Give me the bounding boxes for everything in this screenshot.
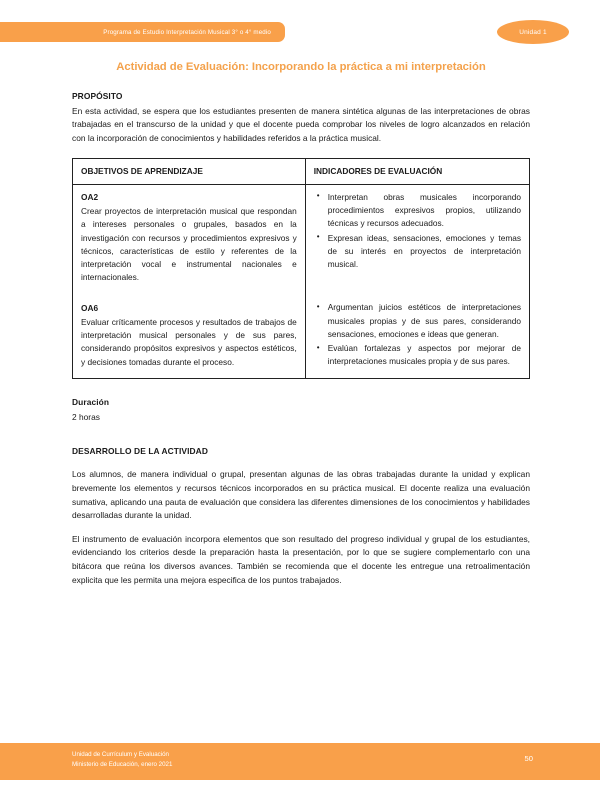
- table-header-row: [73, 158, 530, 184]
- header-program-label: Programa de Estudio Interpretación Musical 3° o 4° medio: [103, 28, 271, 36]
- indicators-cell: [305, 184, 529, 378]
- indicator-list: [314, 191, 521, 272]
- indicator-group-oa6: [314, 301, 521, 368]
- objective-oa6: [81, 302, 297, 369]
- footer-organization: [72, 750, 172, 769]
- unit-badge-label: Unidad 1: [519, 28, 547, 36]
- objective-code: OA2: [81, 191, 99, 202]
- list-item: • Interpretan obras musicales incorporando procedimientos expresivos propios, utilizando técnicas y recursos adecuados.: [328, 191, 521, 231]
- objectives-cell: [73, 184, 306, 378]
- duration-value: 2 horas: [72, 411, 100, 422]
- indicator-group-oa2: [314, 191, 521, 272]
- column-header-objectives: OBJETIVOS DE APRENDIZAJE: [73, 158, 306, 184]
- indicator-list: [314, 301, 521, 368]
- spacer: [72, 460, 530, 468]
- page-title: Actividad de Evaluación: Incorporando la práctica a mi interpretación: [116, 61, 486, 73]
- footer-line-1: Unidad de Currículum y Evaluación: [72, 751, 169, 758]
- spacer: [72, 379, 530, 397]
- footer-line-2: Ministerio de Educación, enero 2021: [72, 760, 173, 768]
- table-row: [73, 184, 530, 378]
- duration-heading: Duración: [72, 396, 110, 407]
- purpose-heading: PROPÓSITO: [72, 90, 123, 101]
- development-paragraph-1: Los alumnos, de manera individual o grupal, presentan algunas de las obras trabajadas durante la unidad y explican brevemente los elementos y recursos técnicos incorporados en su práctica musical. El docente realiza una evaluación sumativa, aplicando una pauta de evaluación que considera las diferentes dimensiones de los conocimientos y habilidades desarrolladas durante la unidad.: [72, 469, 530, 521]
- page-content: [72, 60, 530, 597]
- list-item: • Argumentan juicios estéticos de interpretaciones musicales propias y de sus pares, considerando sensaciones, emociones e ideas que generan.: [328, 301, 521, 341]
- objective-oa2: [81, 191, 297, 285]
- header-program-band: [0, 22, 285, 42]
- unit-badge: [497, 20, 569, 44]
- footer-band: [0, 743, 600, 780]
- list-item: • Expresan ideas, sensaciones, emociones y temas de su interés en proyectos de interpretación musical.: [328, 232, 521, 272]
- page-number: 50: [524, 754, 533, 763]
- objective-text: Crear proyectos de interpretación musical que respondan a intereses personales o grupales, basados en la investigación con recursos y procedimientos expresivos y técnicos, características de estilo y referentes de la interpretación vocal e instrumental nacionales e internacionales.: [81, 206, 297, 283]
- development-paragraph-2: El instrumento de evaluación incorpora elementos que son resultado del progreso individual y grupal de los estudiantes, evidenciando los criterios desde la preparación hasta la presentación, por lo que se sugiere complementarlo con una bitácora que reúna los diversos avances. También se recomienda que el docente les entregue una retroalimentación explicita que les permita una mejora especifica de los puntos trabajados.: [72, 533, 530, 585]
- development-heading: DESARROLLO DE LA ACTIVIDAD: [72, 446, 208, 457]
- column-header-indicators: INDICADORES DE EVALUACIÓN: [305, 158, 529, 184]
- objective-code: OA6: [81, 302, 99, 313]
- list-item: • Evalúan fortalezas y aspectos por mejorar de interpretaciones musicales propia y de sus pares.: [328, 342, 521, 369]
- objective-text: Evaluar críticamente procesos y resultados de trabajos de interpretación musical personales y de sus pares, considerando propósitos expresivos y aspectos estéticos, y decisiones tomadas durante el proceso.: [81, 316, 297, 367]
- purpose-text: En esta actividad, se espera que los estudiantes presenten de manera sintética algunas de las interpretaciones de obras trabajadas en el transcurso de la unidad y que el docente pueda comprobar los niveles de logro alcanzados en relación con la incorporación de conocimientos y habilidades referidos a la práctica musical.: [72, 105, 530, 143]
- spacer: [72, 434, 530, 446]
- objectives-indicators-table: [72, 158, 530, 379]
